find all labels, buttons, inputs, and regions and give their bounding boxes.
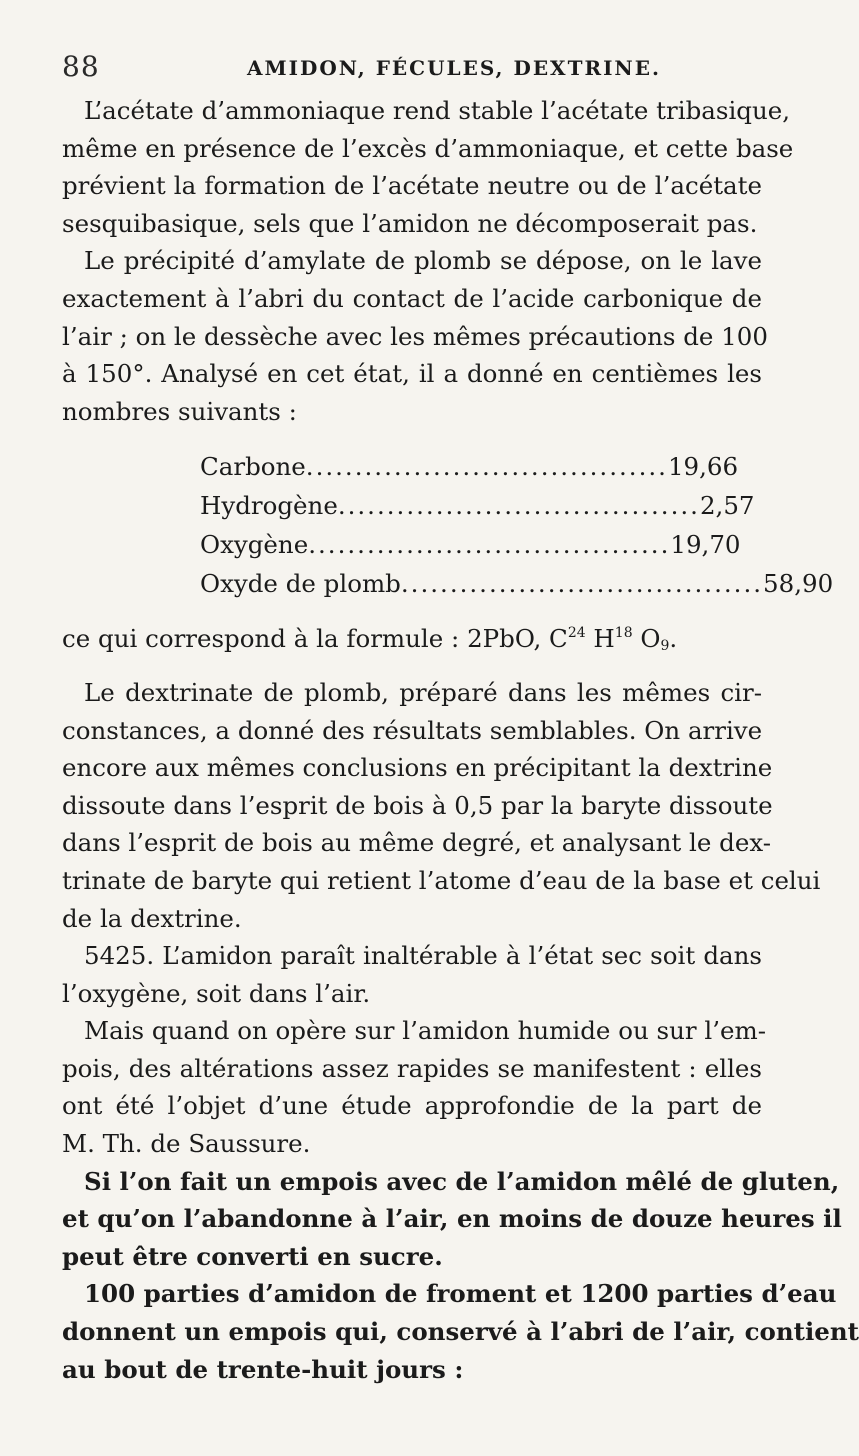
analysis-row (200, 448, 739, 487)
element-value: 58,90 (763, 569, 834, 599)
element-value: 19,70 (670, 530, 741, 560)
formula-o: O (632, 624, 661, 654)
text-line: et qu’on l’abandonne à l’air, en moins de douze heures il (62, 1204, 842, 1234)
text-line: Si l’on fait un empois avec de l’amidon mêlé de gluten, (84, 1166, 840, 1196)
text-line: prévient la formation de l’acétate neutre ou de l’acétate (62, 171, 762, 201)
formula-sup-c: 24 (567, 625, 586, 642)
paragraph-7 (62, 1275, 859, 1388)
leader-dots: ..................................... (308, 530, 671, 560)
formula-end: . (669, 624, 678, 654)
text-line: sesquibasique, sels que l’amidon ne décomposerait pas. (62, 208, 758, 238)
paragraph-3 (62, 674, 821, 937)
text-line: même en présence de l’excès d’ammoniaque, et cette base (62, 133, 794, 163)
text-line: donnent un empois qui, conservé à l’abri de l’air, contient (62, 1317, 859, 1347)
text-line: l’oxygène, soit dans l’air. (62, 978, 371, 1008)
leader-dots: ..................................... (305, 452, 668, 482)
text-line: à 150°. Analysé en cet état, il a donné en centièmes les (62, 359, 762, 389)
element-name: Oxyde de plomb (200, 569, 401, 599)
text-line: pois, des altérations assez rapides se manifestent : elles (62, 1053, 762, 1083)
formula-line (62, 620, 762, 658)
analysis-row (200, 487, 755, 526)
text-line: l’air ; on le dessèche avec les mêmes précautions de 100 (62, 321, 768, 351)
page-body (62, 92, 859, 1388)
formula-text: ce qui correspond à la formule : 2PbO, C (62, 624, 568, 654)
paragraph-6 (62, 1163, 842, 1276)
analysis-row (200, 565, 834, 604)
text-line: constances, a donné des résultats semblables. On arrive (62, 715, 763, 745)
text-line: peut être converti en sucre. (62, 1241, 443, 1271)
page-number: 88 (62, 50, 100, 83)
text-line: exactement à l’abri du contact de l’acide carbonique de (62, 283, 762, 313)
element-name: Carbone (200, 452, 306, 482)
text-line: L’acétate d’ammoniaque rend stable l’acétate tribasique, (84, 96, 791, 125)
text-line: 100 parties d’amidon de froment et 1200 parties d’eau (84, 1279, 837, 1309)
text-line: dans l’esprit de bois au même degré, et analysant le dex- (62, 828, 772, 858)
leader-dots: ..................................... (400, 569, 764, 599)
text-line: dissoute dans l’esprit de bois à 0,5 par la baryte dissoute (62, 790, 773, 820)
page-header (62, 50, 762, 90)
formula-sup-h: 18 (614, 625, 633, 642)
text-line: au bout de trente-huit jours : (62, 1354, 464, 1384)
paragraph-1 (62, 92, 794, 242)
text-line: ont été l’objet d’une étude approfondie de la part de (62, 1091, 762, 1121)
element-name: Hydrogène (200, 491, 338, 521)
paragraph-4 (62, 937, 762, 1012)
paragraph-5 (62, 1012, 767, 1162)
text-line: de la dextrine. (62, 903, 242, 933)
element-value: 2,57 (699, 491, 755, 521)
running-head: AMIDON, FÉCULES, DEXTRINE. (247, 56, 661, 80)
formula-h: H (585, 624, 615, 654)
text-line: 5425. L’amidon paraît inaltérable à l’état sec soit dans (84, 941, 762, 971)
element-value: 19,66 (667, 452, 739, 482)
text-line: Le dextrinate de plomb, préparé dans les mêmes cir- (84, 677, 762, 707)
analysis-table (200, 448, 834, 604)
text-line: Mais quand on opère sur l’amidon humide ou sur l’em- (84, 1016, 767, 1046)
formula-sub-o: 9 (660, 638, 670, 655)
leader-dots: ..................................... (337, 491, 700, 521)
analysis-row (200, 526, 741, 565)
text-line: trinate de baryte qui retient l’atome d’eau de la base et celui (62, 865, 821, 895)
text-line: Le précipité d’amylate de plomb se dépose, on le lave (84, 246, 762, 276)
element-name: Oxygène (200, 530, 309, 560)
text-line: encore aux mêmes conclusions en précipitant la dextrine (62, 753, 773, 783)
text-line: M. Th. de Saussure. (62, 1129, 311, 1159)
paragraph-2 (62, 242, 768, 430)
text-line: nombres suivants : (62, 396, 297, 426)
